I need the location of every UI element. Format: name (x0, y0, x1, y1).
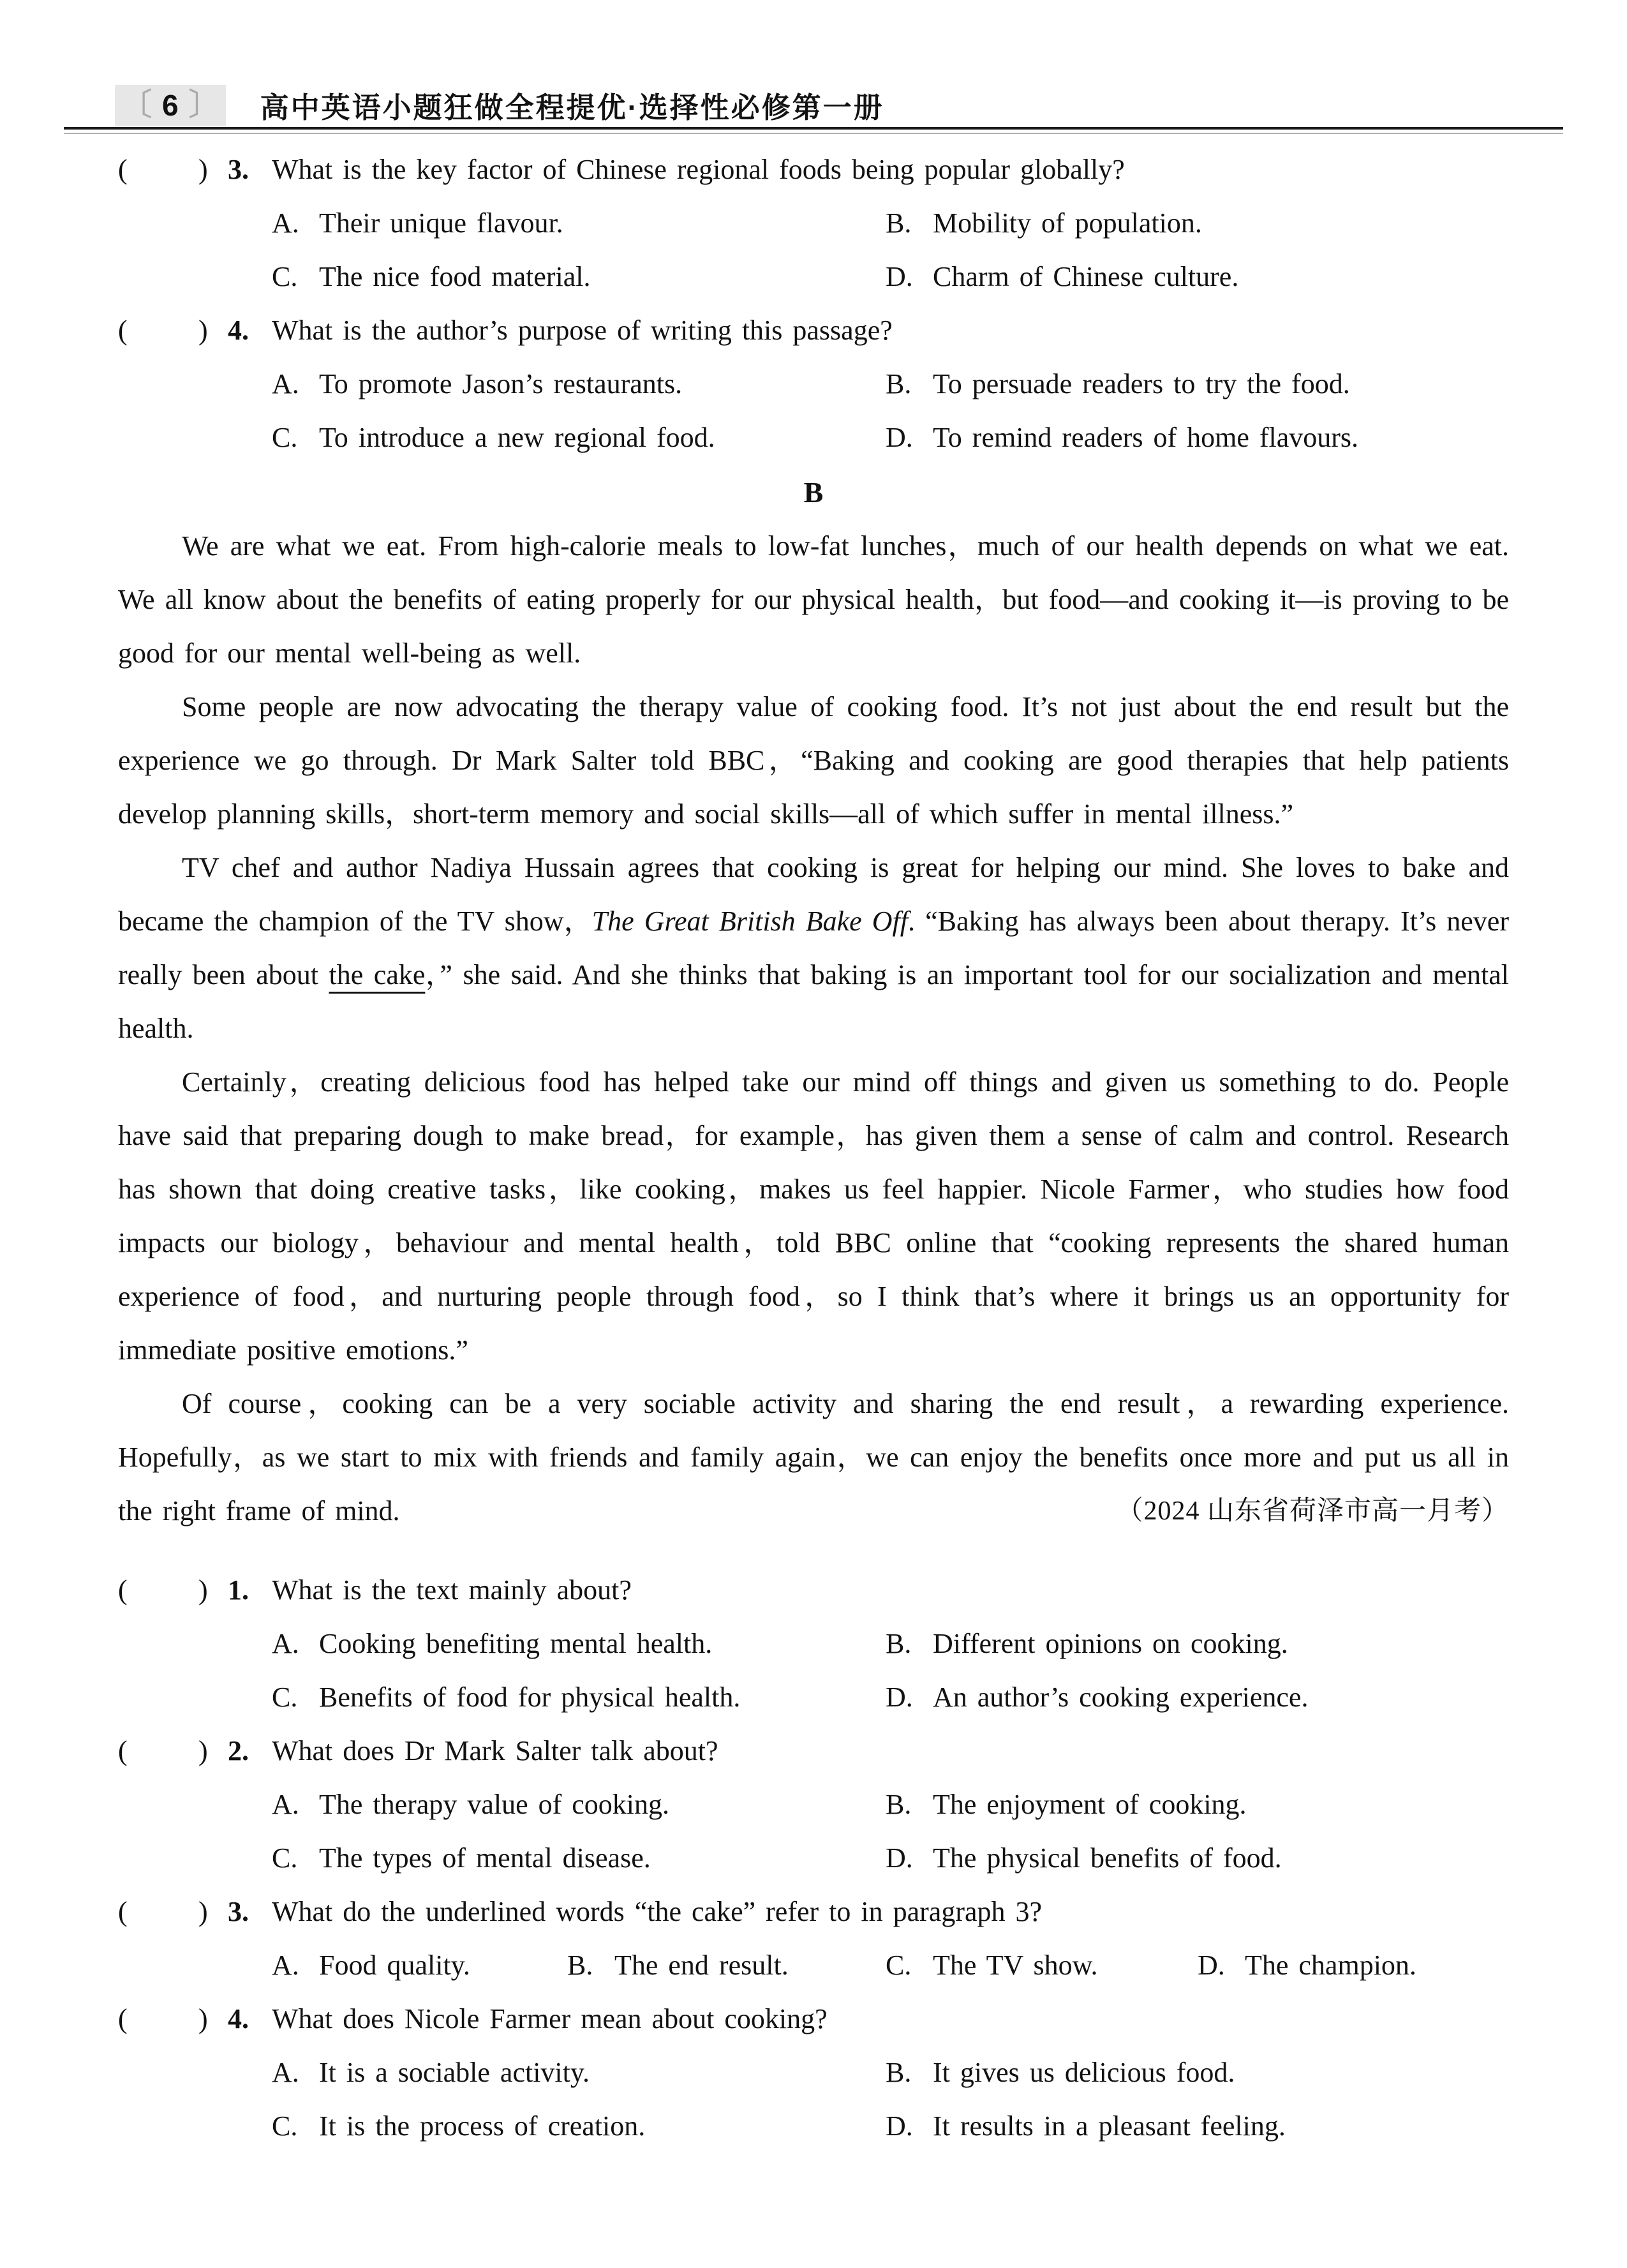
bottom-question-3-number: 3. (228, 1896, 249, 1927)
option-letter: A. (272, 2057, 299, 2088)
answer-paren-open: ( (118, 1735, 128, 1766)
top-question-4-line (118, 304, 1509, 357)
option-letter: D. (886, 261, 913, 292)
top-question-3-option-a (272, 197, 886, 250)
option-letter: D. (886, 2110, 913, 2142)
option-letter: B. (567, 1950, 593, 1981)
option-letter: D. (1198, 1950, 1225, 1981)
bottom-question-3-text: What do the underlined words “the cake” refer to in paragraph 3? (272, 1896, 1043, 1927)
option-letter: A. (272, 1628, 299, 1659)
bottom-question-1-line (118, 1563, 1509, 1617)
option-letter: A. (272, 368, 299, 399)
underlined-phrase: the cake (329, 959, 426, 990)
page-header (115, 84, 884, 126)
answer-paren-open: ( (118, 1896, 128, 1927)
option-letter: C. (272, 2110, 298, 2142)
book-title: 高中英语小题狂做全程提优·选择性必修第一册 (260, 91, 884, 124)
top-question-3-line (118, 143, 1509, 197)
bottom-question-1-options-row-1 (118, 1617, 1509, 1671)
bottom-question-1-option-d (886, 1671, 1509, 1724)
option-text: Different opinions on cooking. (933, 1628, 1288, 1659)
bottom-question-1-options-row-2 (118, 1671, 1509, 1724)
answer-paren-close: ) (198, 1896, 208, 1927)
badge-left-bracket: 〔 (121, 87, 152, 122)
bottom-question-4-option-c (272, 2100, 886, 2153)
bottom-question-3-option-d (1198, 1939, 1509, 1992)
header-rule (64, 127, 1563, 134)
option-letter: D. (886, 1682, 913, 1713)
bottom-question-4-number: 4. (228, 2003, 249, 2034)
option-text: It results in a pleasant feeling. (933, 2110, 1286, 2142)
option-text: To introduce a new regional food. (319, 422, 715, 453)
bottom-question-4-options-row-1 (118, 2046, 1509, 2100)
bottom-question-2-option-d (886, 1832, 1509, 1885)
bottom-question-4-option-d (886, 2100, 1509, 2153)
page-number: 6 (162, 88, 179, 122)
option-text: Charm of Chinese culture. (933, 261, 1239, 292)
top-question-3-number: 3. (228, 154, 249, 185)
option-text: The therapy value of cooking. (319, 1789, 670, 1820)
option-letter: A. (272, 207, 299, 239)
option-letter: B. (886, 1628, 912, 1659)
option-text: The enjoyment of cooking. (933, 1789, 1247, 1820)
answer-paren-close: ) (198, 2003, 208, 2034)
italic-show-title: The Great British Bake Off (591, 906, 908, 937)
bottom-question-4-option-b (886, 2046, 1509, 2100)
answer-paren-open: ( (118, 315, 128, 346)
bottom-question-3-option-c (886, 1939, 1198, 1992)
option-text: It is the process of creation. (319, 2110, 646, 2142)
option-text: To promote Jason’s restaurants. (319, 368, 683, 399)
bottom-question-1-option-b (886, 1617, 1509, 1671)
passage-paragraph-2 (118, 680, 1509, 841)
option-text: The end result. (614, 1950, 789, 1981)
top-question-3-option-c (272, 250, 886, 304)
bottom-question-2-option-b (886, 1778, 1509, 1832)
top-question-3-option-d (886, 250, 1509, 304)
bottom-question-1-text: What is the text mainly about? (272, 1574, 632, 1606)
option-text: Cooking benefiting mental health. (319, 1628, 713, 1659)
option-letter: C. (272, 261, 298, 292)
option-text: Food quality. (319, 1950, 470, 1981)
option-text: To remind readers of home flavours. (933, 422, 1359, 453)
exam-source-citation: （2024 山东省荷泽市高一月考） (1116, 1496, 1509, 1526)
passage-paragraph-3 (118, 841, 1509, 1056)
bottom-question-3-option-b (567, 1939, 886, 1992)
top-question-3-options-row-1 (118, 197, 1509, 250)
option-text: It gives us delicious food. (933, 2057, 1235, 2088)
text-segment: We are what we eat. From high-calorie meals to low-fat lunches，much of our health depends on what we eat. We all know about the benefits of eating properly for our physical health，but food—and cooking it—is proving to be good for our mental well-being as well. (118, 530, 1509, 669)
option-text: To persuade readers to try the food. (933, 368, 1350, 399)
option-text: Benefits of food for physical health. (319, 1682, 741, 1713)
bottom-question-3-line (118, 1885, 1509, 1939)
answer-paren-close: ) (198, 315, 208, 346)
bottom-question-2-line (118, 1724, 1509, 1778)
option-letter: A. (272, 1789, 299, 1820)
bottom-question-3 (118, 1885, 1509, 1992)
passage-section-label: B (803, 476, 824, 509)
bottom-question-2-number: 2. (228, 1735, 249, 1766)
option-text: The physical benefits of food. (933, 1842, 1282, 1874)
text-segment: ，” she said. And she thinks that baking is an important tool for our socialization and mental health. (118, 959, 1509, 1044)
option-letter: C. (272, 1842, 298, 1874)
bottom-question-3-options-row (118, 1939, 1509, 1992)
option-letter: C. (272, 422, 298, 453)
bottom-question-1-option-a (272, 1617, 886, 1671)
top-question-3-options-row-2 (118, 250, 1509, 304)
bottom-question-2 (118, 1724, 1509, 1885)
bottom-questions-section (0, 1538, 1627, 2153)
bottom-question-2-options-row-1 (118, 1778, 1509, 1832)
text-segment: Some people are now advocating the therapy value of cooking food. It’s not just about the end result but the experience we go through. Dr Mark Salter told BBC，“Baking and cooking are good therapies that help patients develop planning skills，short-term memory and social skills—all of which suffer in mental illness.” (118, 691, 1509, 830)
option-text: The nice food material. (319, 261, 591, 292)
top-question-4 (118, 304, 1509, 465)
bottom-question-4-text: What does Nicole Farmer mean about cooking? (272, 2003, 828, 2034)
option-text: The TV show. (933, 1950, 1098, 1981)
top-question-4-option-b (886, 357, 1509, 411)
option-letter: B. (886, 368, 912, 399)
answer-paren-close: ) (198, 154, 208, 185)
option-letter: B. (886, 2057, 912, 2088)
text-segment: Certainly，creating delicious food has helped take our mind off things and given us something to do. People have said that preparing dough to make bread，for example，has given them a sense of calm and control. Research has shown that doing creative tasks，like cooking，makes us feel happier. Nicole Farmer，who studies how food impacts our biology，behaviour and mental health，told BBC online that “cooking represents the shared human experience of food，and nurturing people through food，so I think that’s where it brings us an opportunity for immediate positive emotions.” (118, 1066, 1509, 1366)
top-question-4-options-row-2 (118, 411, 1509, 465)
top-question-3-text: What is the key factor of Chinese regional foods being popular globally? (272, 154, 1125, 185)
option-text: An author’s cooking experience. (933, 1682, 1309, 1713)
bottom-question-2-options-row-2 (118, 1832, 1509, 1885)
top-question-3-option-b (886, 197, 1509, 250)
option-text: The types of mental disease. (319, 1842, 651, 1874)
answer-paren-close: ) (198, 1574, 208, 1606)
option-text: The champion. (1245, 1950, 1416, 1981)
answer-paren-open: ( (118, 154, 128, 185)
option-letter: C. (272, 1682, 298, 1713)
text-segment: . “Baking has always been about therapy. It’s never really been about (118, 906, 1509, 990)
top-question-3 (118, 143, 1509, 304)
bottom-question-4-options-row-2 (118, 2100, 1509, 2153)
bottom-question-2-option-a (272, 1778, 886, 1832)
top-question-4-option-a (272, 357, 886, 411)
badge-right-bracket: 〕 (188, 87, 219, 122)
top-question-4-option-c (272, 411, 886, 465)
top-question-4-option-d (886, 411, 1509, 465)
bottom-question-4-line (118, 1992, 1509, 2046)
bottom-question-1-option-c (272, 1671, 886, 1724)
passage-paragraph-4 (118, 1056, 1509, 1377)
option-text: Mobility of population. (933, 207, 1202, 239)
top-question-4-options-row-1 (118, 357, 1509, 411)
answer-paren-close: ) (198, 1735, 208, 1766)
bottom-question-2-option-c (272, 1832, 886, 1885)
top-question-4-text: What is the author’s purpose of writing this passage? (272, 315, 893, 346)
option-letter: B. (886, 1789, 912, 1820)
option-letter: A. (272, 1950, 299, 1981)
bottom-question-1-number: 1. (228, 1574, 249, 1606)
top-question-4-number: 4. (228, 315, 249, 346)
option-letter: D. (886, 1842, 913, 1874)
page-number-badge (115, 85, 226, 126)
bottom-question-2-text: What does Dr Mark Salter talk about? (272, 1735, 718, 1766)
page-body (0, 135, 1627, 2153)
bottom-question-4-option-a (272, 2046, 886, 2100)
bottom-question-3-option-a (272, 1939, 567, 1992)
text-segment: TV chef and author Nadiya Hussain agrees that cooking is great for helping our mind. She loves to bake and became the champion of the TV show， (118, 852, 1509, 937)
passage-paragraph-1 (118, 519, 1509, 680)
option-letter: C. (886, 1950, 912, 1981)
option-text: It is a sociable activity. (319, 2057, 590, 2088)
top-questions-section (0, 135, 1627, 465)
answer-paren-open: ( (118, 1574, 128, 1606)
option-text: Their unique flavour. (319, 207, 563, 239)
bottom-question-4 (118, 1992, 1509, 2153)
answer-paren-open: ( (118, 2003, 128, 2034)
bottom-question-1 (118, 1563, 1509, 1724)
reading-passage (0, 519, 1627, 1538)
option-letter: D. (886, 422, 913, 453)
text-segment: Of course，cooking can be a very sociable activity and sharing the end result，a rewarding experience. Hopefully，as we start to mix with friends and family again，we can enjoy the benefits once more and put us all in the right frame of mind. (118, 1388, 1509, 1526)
option-letter: B. (886, 207, 912, 239)
